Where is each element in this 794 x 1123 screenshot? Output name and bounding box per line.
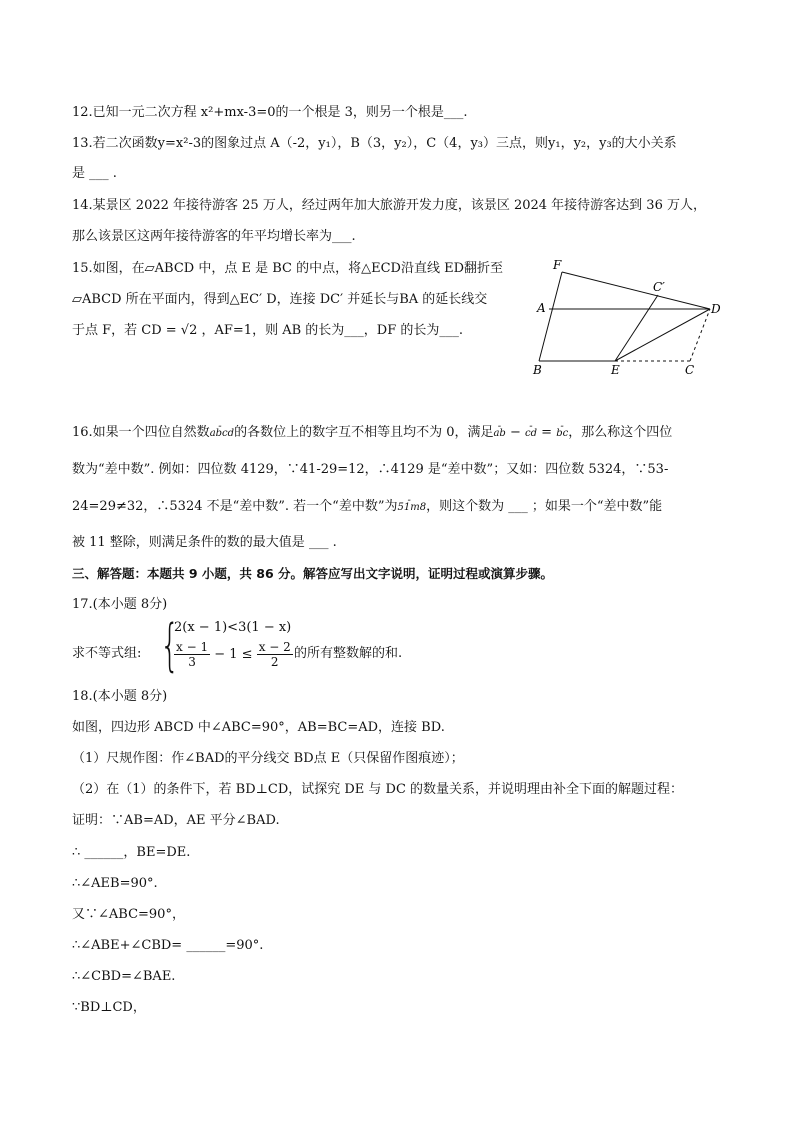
label-B: B <box>533 363 542 377</box>
label-F: F <box>553 258 562 272</box>
question-18-line-2: （1）尺规作图：作∠BAD的平分线交 BD点 E（只保留作图痕迹）； <box>72 751 464 766</box>
label-C: C <box>685 363 695 377</box>
question-13-line-2: 是 ___ . <box>72 166 117 181</box>
question-18-line-3: （2）在（1）的条件下，若 BD⊥CD，试探究 DE 与 DC 的数量关系，并说明理由补全下面的解题过程： <box>72 782 684 797</box>
question-16-line-4: 被 11 整除，则满足条件的数的最大值是 ___ . <box>72 535 337 550</box>
brace: { <box>160 613 180 678</box>
proof-line-1: 证明：∵AB=AD，AE 平分∠BAD. <box>72 813 280 828</box>
question-17-title: 17.(本小题 8分) <box>72 597 168 612</box>
proof-line-4: 又∵∠ABC=90°， <box>72 907 185 922</box>
question-15-line-3: 于点 F，若 CD = √2 ，AF=1，则 AB 的长为___，DF 的长为___. <box>72 323 463 338</box>
question-13-line-1: 13.若二次函数y=x²-3的图象过点 A（-2，y₁），B（3，y₂），C（4，y₃）三点，则y₁，y₂，y₃的大小关系 <box>72 136 677 151</box>
proof-line-6: ∴∠CBD=∠BAE. <box>72 969 176 984</box>
number-abcd: - abcd <box>210 428 234 439</box>
question-15-line-1: 15.如图，在▱ABCD 中，点 E 是 BC 的中点，将△ECD沿直线 ED翻折至 <box>72 261 504 276</box>
proof-line-7: ∵BD⊥CD， <box>72 1000 146 1015</box>
label-C-prime: C′ <box>653 280 665 294</box>
label-D: D <box>711 302 721 316</box>
question-15-figure <box>525 258 735 380</box>
question-16-line-1: 16.如果一个四位自然数- abcd的各数位上的数字互不相等且均不为 0，满足- ab − - cd = - bc，那么称这个四位 <box>72 424 672 443</box>
number-51m8: - 51m8 <box>397 502 426 513</box>
proof-line-2: ∴ ______，BE=DE. <box>72 845 191 860</box>
proof-line-3: ∴∠AEB=90°. <box>72 876 158 891</box>
question-18-title: 18.(本小题 8分) <box>72 689 168 704</box>
question-18-line-1: 如图，四边形 ABCD 中∠ABC=90°，AB=BC=AD，连接 BD. <box>72 720 445 735</box>
label-E: E <box>611 363 620 377</box>
label-A: A <box>537 301 546 315</box>
inequality-1: 2(x − 1)<3(1 − x) <box>174 620 292 635</box>
proof-line-5: ∴∠ABE+∠CBD= ______=90°. <box>72 938 264 953</box>
question-16-line-3: 24=29≠32，∴5324 不是“差中数”. 若一个“差中数”为- 51m8，则这个数为 ___ ；如果一个“差中数”能 <box>72 498 662 517</box>
question-12: 12.已知一元二次方程 x²+mx-3=0的一个根是 3，则另一个根是___. <box>72 105 468 120</box>
inequality-2: $\frac{x - 1}{3}$ − 1 ≤ $\frac{x - 2}{2}$ <box>176 640 291 669</box>
question-14-line-1: 14.某景区 2022 年接待游客 25 万人，经过两年加大旅游开发力度，该景区 2024 年接待游客达到 36 万人， <box>72 198 706 213</box>
question-16-line-2: 数为“差中数”. 例如：四位数 4129，∵41-29=12，∴4129 是“差中数”；又如：四位数 5324，∵53- <box>72 462 669 477</box>
section-3-heading: 三、解答题：本题共 9 小题，共 86 分。解答应写出文字说明，证明过程或演算步骤。 <box>72 566 554 581</box>
question-14-line-2: 那么该景区这两年接待游客的年平均增长率为___. <box>72 229 356 244</box>
question-15-line-2: ▱ABCD 所在平面内，得到△EC′ D，连接 DC′ 并延长与BA 的延长线交 <box>72 292 488 307</box>
